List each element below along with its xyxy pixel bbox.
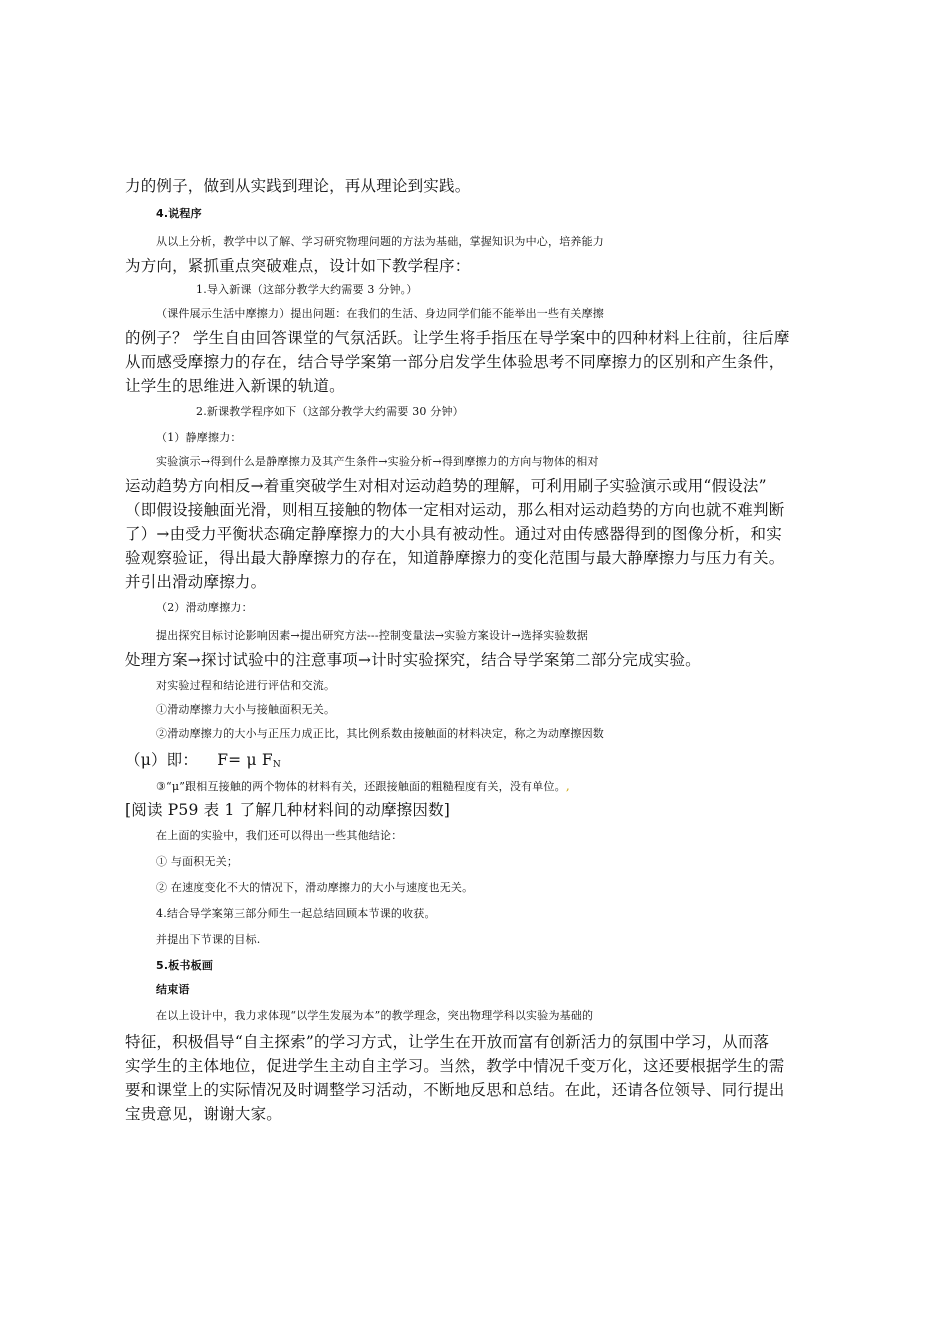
text-line: 从而感受摩擦力的存在，结合导学案第一部分启发学生体验思考不同摩擦力的区别和产生条件，	[125, 353, 785, 371]
text-line: [阅读 P59 表 1 了解几种材料间的动摩擦因数]	[125, 801, 451, 819]
text-line: 并引出滑动摩擦力。	[125, 573, 267, 591]
friction-formula	[217, 751, 281, 769]
text-span: （μ）即：	[125, 751, 199, 769]
stray-mark: ,	[565, 779, 570, 793]
section-heading: 结束语	[156, 983, 190, 996]
text-line: 宝贵意见，谢谢大家。	[125, 1105, 283, 1123]
text-line: （课件展示生活中摩擦力）提出问题：在我们的生活、身边同学们能不能举出一些有关摩擦	[156, 307, 604, 320]
text-line: 1.导入新课（这部分教学大约需要 3 分钟。）	[196, 283, 418, 296]
text-line: 4.结合导学案第三部分师生一起总结回顾本节课的收获。	[156, 907, 436, 920]
text-line: 力的例子，做到从实践到理论，再从理论到实践。	[125, 177, 471, 195]
text-line: 提出探究目标讨论影响因素→提出研究方法---控制变量法→实验方案设计→选择实验数据	[156, 629, 588, 642]
text-line: 验观察验证，得出最大静摩擦力的存在，知道静摩擦力的变化范围与最大静摩擦力与压力有关。	[125, 549, 785, 567]
text-line: 并提出下节课的目标.	[156, 933, 261, 946]
text-line: 特征，积极倡导“自主探索”的学习方式，让学生在开放而富有创新活力的氛围中学习，从而落	[125, 1033, 770, 1051]
text-line: 实学生的主体地位，促进学生主动自主学习。当然，教学中情况千变万化，这还要根据学生的需	[125, 1057, 785, 1075]
text-line: 实验演示→得到什么是静摩擦力及其产生条件→实验分析→得到摩擦力的方向与物体的相对	[156, 455, 599, 468]
text-line: ① 与面积无关；	[156, 855, 239, 868]
text-line: 为方向，紧抓重点突破难点，设计如下教学程序：	[125, 257, 471, 275]
section-heading: 5.板书板画	[156, 959, 214, 972]
text-line	[156, 776, 866, 797]
text-line: 运动趋势方向相反→着重突破学生对相对运动趋势的理解，可利用刷子实验演示或用“假设法”	[125, 477, 767, 495]
section-heading: 4.说程序	[156, 207, 202, 220]
text-span: ③“μ”跟相互接触的两个物体的材料有关，还跟接触面的粗糙程度有关，没有单位。	[156, 780, 566, 793]
text-line: 要和课堂上的实际情况及时调整学习活动，不断地反思和总结。在此，还请各位领导、同行提出	[125, 1081, 785, 1099]
text-line: 处理方案→探讨试验中的注意事项→计时实验探究，结合导学案第二部分完成实验。	[125, 651, 701, 669]
formula-line	[125, 750, 835, 775]
text-line: 让学生的思维进入新课的轨道。	[125, 377, 345, 395]
text-line: ①滑动摩擦力大小与接触面积无关。	[156, 703, 336, 716]
text-line: （即假设接触面光滑，则相互接触的物体一定相对运动，那么相对运动趋势的方向也就不难判断	[125, 501, 785, 519]
text-line: ②滑动摩擦力的大小与正压力成正比，其比例系数由接触面的材料决定，称之为动摩擦因数	[156, 727, 604, 740]
formula-main: F= μ F	[217, 751, 273, 769]
text-line: 的例子？ 学生自由回答课堂的气氛活跃。让学生将手指压在导学案中的四种材料上往前，往后摩	[125, 329, 790, 347]
subsection-heading: （1）静摩擦力：	[156, 431, 242, 444]
text-line: 在以上设计中，我力求体现“以学生发展为本”的教学理念，突出物理学科以实验为基础的	[156, 1009, 594, 1022]
formula-subscript: N	[272, 760, 281, 770]
text-line: 从以上分析，教学中以了解、学习研究物理问题的方法为基础，掌握知识为中心，培养能力	[156, 235, 604, 248]
text-line: 在上面的实验中，我们还可以得出一些其他结论：	[156, 829, 403, 842]
text-line: 2.新课教学程序如下（这部分教学大约需要 30 分钟）	[196, 405, 464, 418]
subsection-heading: （2）滑动摩擦力：	[156, 601, 253, 614]
text-line: 了）→由受力平衡状态确定静摩擦力的大小具有被动性。通过对由传感器得到的图像分析，和实	[125, 525, 782, 543]
text-line: 对实验过程和结论进行评估和交流。	[156, 679, 336, 692]
text-line: ② 在速度变化不大的情况下，滑动摩擦力的大小与速度也无关。	[156, 881, 474, 894]
